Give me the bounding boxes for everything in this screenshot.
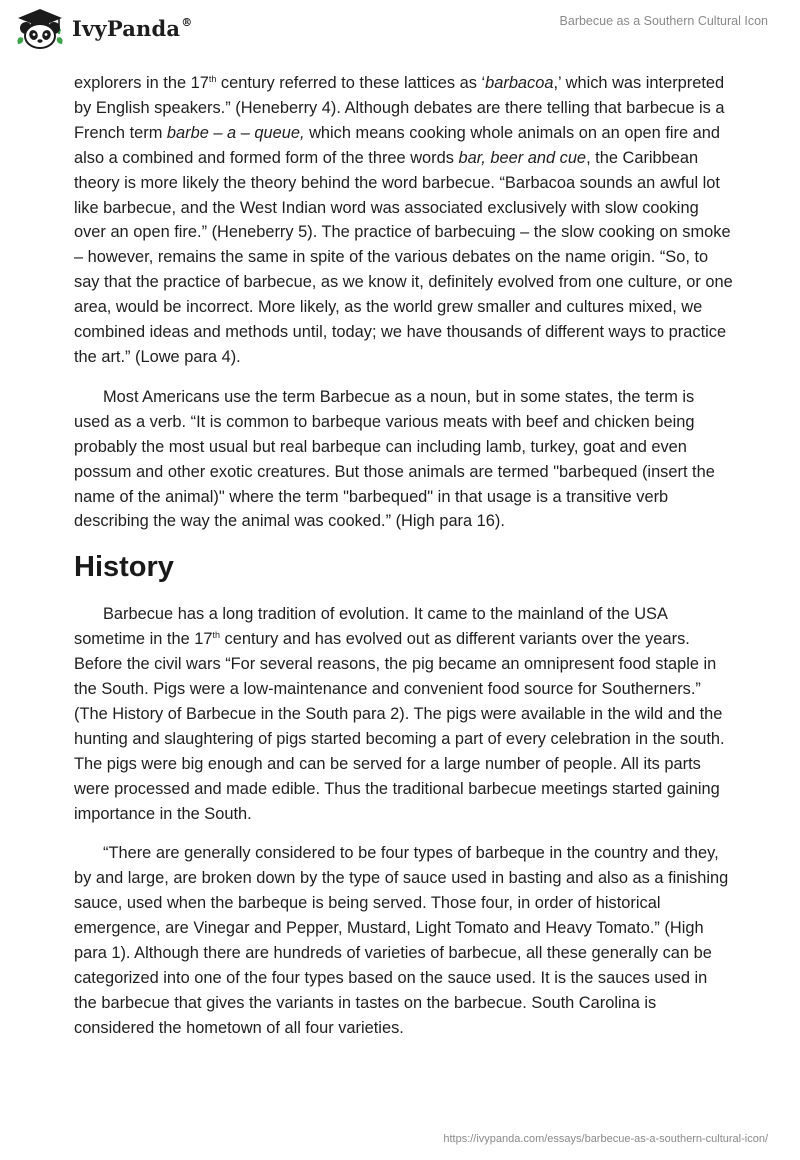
document-title: Barbecue as a Southern Cultural Icon (559, 14, 768, 28)
panda-graduate-icon (14, 6, 66, 50)
registered-mark: ® (181, 15, 193, 29)
paragraph-four-types: “There are generally considered to be four types of barbeque in the country and they, by and large, are broken down by the type of sauce used in basting and also as a finishing sauce, used when the barbeque is being served. Those four, in order of historical emergence, are Vinegar and Pepper, Mustard, Light Tomato and Heavy Tomato.” (High para 1). Although there are hundreds of varieties of barbecue, all these generally can be categorized into one of the four types based on the sauce used. It is the sauces used in the barbecue that gives the variants in tastes on the barbecue. South Carolina is considered the hometown of all four varieties. (74, 844, 729, 1037)
paragraph-etymology: explorers in the 17th century referred to these lattices as ‘barbacoa,’ which was interpreted by English speakers.” (Heneberry 4). Although debates are there telling that barbecue is a French term barbe – a – queue, which means cooking whole animals on an open fire and also a combined and formed form of the three words bar, beer and cue, the Caribbean theory is more likely the theory behind the word barbecue. “Barbacoa sounds an awful lot like barbecue, and the West Indian word was associated exclusively with slow cooking over an open fire.” (Heneberry 5). The practice of barbecuing – the slow cooking on smoke – however, remains the same in spite of the various debates on the name origin. “So, to say that the practice of barbecue, as we know it, definitely evolved from one culture, or one area, would be incorrect. More likely, as the world grew smaller and cultures mixed, we combined ideas and methods until, today; we have thousands of different ways to practice the art.” (Lowe para 4). (74, 74, 733, 366)
page-header (0, 0, 800, 64)
essay-content (74, 71, 734, 1056)
paragraph-history: Barbecue has a long tradition of evolution. It came to the mainland of the USA sometime in the 17th century and has evolved out as different variants over the years. Before the civil wars “For several reasons, the pig became an omnipresent food staple in the South. Pigs were a low-maintenance and convenient food source for Southerners.” (The History of Barbecue in the South para 2). The pigs were available in the wild and the hunting and slaughtering of pigs started becoming a part of every celebration in the south. The pigs were big enough and can be served for a large number of people. All its parts were processed and made edible. Thus the traditional barbecue meetings started gaining importance in the South. (74, 605, 725, 823)
section-heading-history: History (74, 551, 174, 584)
brand-name: IvyPanda® (72, 15, 193, 41)
ivypanda-logo[interactable] (14, 6, 192, 50)
paragraph-noun-verb: Most Americans use the term Barbecue as a noun, but in some states, the term is used as a verb. “It is common to barbeque various meats with beef and chicken being probably the most usual but real barbeque can including lamb, turkey, goat and even possum and other exotic creatures. But those animals are termed "barbequed (insert the name of the animal)" where the term "barbequed" in that usage is a transitive verb describing the way the animal was cooked.” (High para 16). (74, 387, 715, 531)
source-url[interactable]: https://ivypanda.com/essays/barbecue-as-a-southern-cultural-icon/ (443, 1133, 768, 1145)
